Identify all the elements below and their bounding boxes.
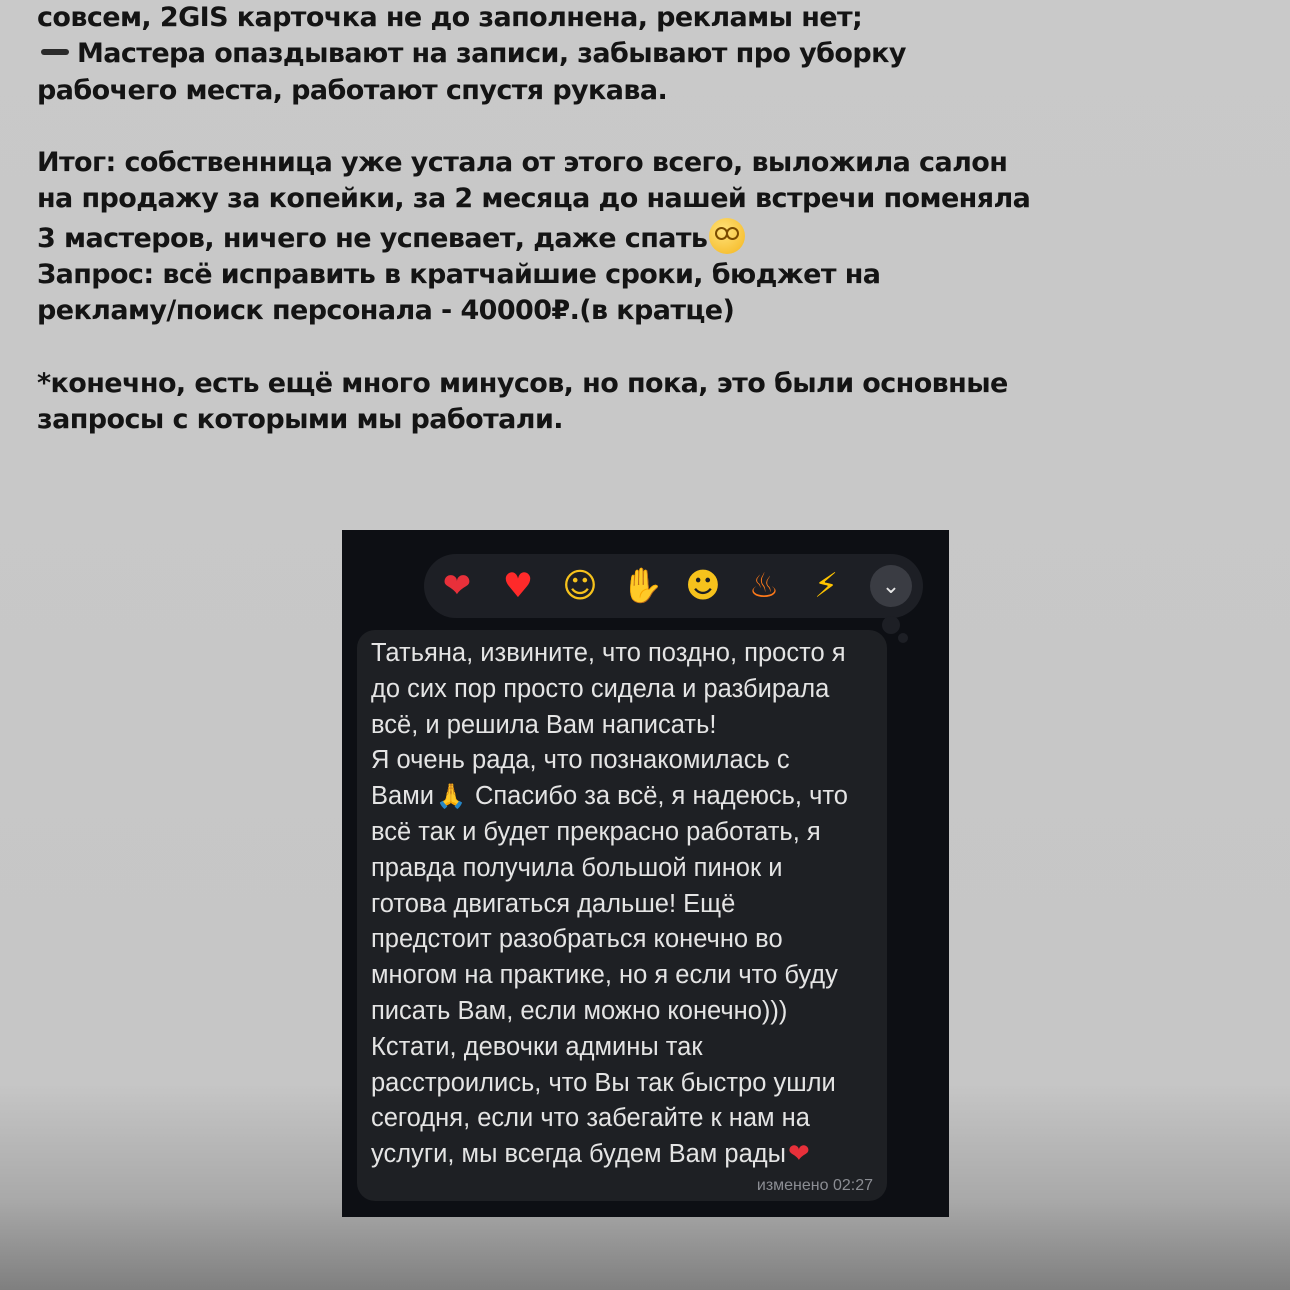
message-line: писать Вам, если можно конечно))) — [371, 996, 788, 1025]
message-line: услуги, мы всегда будем Вам рады❤ — [371, 1137, 881, 1173]
bubble-tail-dot — [898, 633, 908, 643]
message-line: Татьяна, извините, что поздно, просто я — [371, 639, 846, 667]
heart-on-fire-icon[interactable]: ❤ — [442, 566, 472, 606]
rolling-laughing-face-icon[interactable]: ☻ — [685, 566, 721, 606]
reaction-bar — [424, 554, 923, 618]
message-line: многом на практике, но я если что буду — [371, 961, 838, 990]
story-text — [37, 0, 1037, 439]
fire-icon[interactable]: ♨ — [748, 566, 780, 606]
message-line: Кстати, девочки админы так — [371, 1032, 703, 1061]
red-heart-icon[interactable]: ♥ — [502, 566, 534, 606]
story-line: Мастера опаздывают на записи, забывают про уборку — [37, 36, 1037, 72]
story-line: 3 мастеров, ничего не успевает, даже спать — [37, 218, 1037, 257]
bubble-tail-dot — [882, 616, 900, 634]
message-line: всё так и будет прекрасно работать, я — [371, 817, 821, 846]
message-line: Вами🙏 Спасибо за всё, я надеюсь, что — [371, 779, 881, 815]
story-gap — [37, 109, 1037, 145]
message-line: расстроились, что Вы так быстро ушли — [371, 1068, 836, 1097]
lightning-icon[interactable]: ⚡ — [814, 566, 838, 606]
message-line: сегодня, если что забегайте к нам на — [371, 1104, 810, 1133]
ok-hand-icon[interactable]: ✋ — [621, 566, 664, 606]
story-line: рекламу/поиск персонала - 40000₽.(в кратце) — [37, 295, 735, 327]
story-line: на продажу за копейки, за 2 месяца до нашей встречи поменяла — [37, 183, 1031, 215]
story-line: *конечно, есть ещё много минусов, но пока, это были основные — [37, 367, 1008, 399]
story-line: Запрос: всё исправить в кратчайшие сроки, бюджет на — [37, 259, 881, 291]
dizzy-face-icon — [709, 218, 745, 254]
message-line: готова двигаться дальше! Ещё — [371, 889, 736, 918]
story-line: запросы с которыми мы работали. — [37, 404, 563, 436]
message-line: Я очень рада, что познакомилась с — [371, 746, 790, 775]
edited-timestamp: изменено 02:27 — [756, 1177, 873, 1194]
message-line: до сих пор просто сидела и разбирала — [371, 674, 830, 703]
grinning-face-icon[interactable]: ☺ — [562, 566, 598, 606]
message-line: всё, и решила Вам написать! — [371, 710, 717, 739]
chevron-down-icon[interactable]: ⌄ — [870, 565, 912, 607]
story-line: совсем, 2GIS карточка не до заполнена, рекламы нет; — [37, 2, 863, 33]
folded-hands-icon: 🙏 — [435, 782, 466, 811]
story-line: Итог: собственница уже устала от этого всего, выложила салон — [37, 147, 1008, 179]
story-gap — [37, 330, 1037, 366]
chat-screenshot — [342, 530, 949, 1217]
message-bubble[interactable] — [357, 630, 887, 1201]
message-line: предстоит разобраться конечно во — [371, 925, 783, 954]
minus-icon — [41, 49, 69, 55]
story-line: рабочего места, работают спустя рукава. — [37, 74, 668, 106]
message-text — [371, 636, 881, 1173]
message-line: правда получила большой пинок и — [371, 853, 783, 882]
red-heart-icon: ❤ — [788, 1139, 810, 1170]
